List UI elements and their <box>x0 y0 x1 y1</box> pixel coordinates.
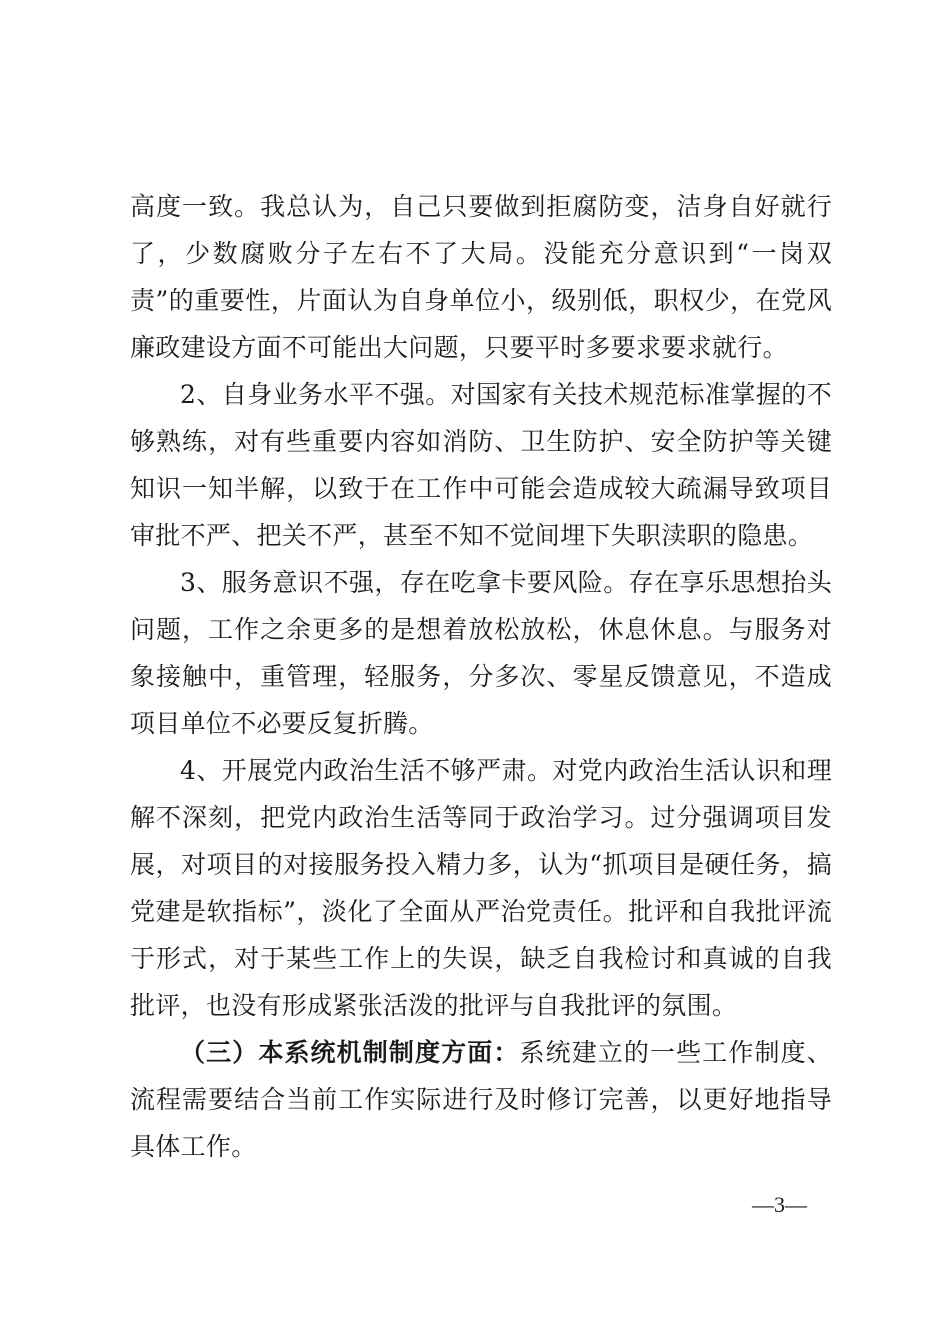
section-heading: （三）本系统机制制度方面： <box>180 1038 520 1067</box>
paragraph-item-2: 2、自身业务水平不强。对国家有关技术规范标准掌握的不够熟练，对有些重要内容如消防、卫生防护、安全防护等关键知识一知半解，以致于在工作中可能会造成较大疏漏导致项目审批不严、把关不严，甚至不知不觉间埋下失职渎职的隐患。 <box>130 380 832 550</box>
paragraph-continuation: 高度一致。我总认为，自己只要做到拒腐防变，洁身自好就行了，少数腐败分子左右不了大局。没能充分意识到“一岗双责”的重要性，片面认为自身单位小，级别低，职权少，在党风廉政建设方面不可能出大问题，只要平时多要求要求就行。 <box>130 192 832 362</box>
body-text <box>130 183 832 1170</box>
section-body: 系统建立的一些工作制度、流程需要结合当前工作实际进行及时修订完善，以更好地指导具体工作。 <box>130 1038 833 1161</box>
paragraph-item-3: 3、服务意识不强，存在吃拿卡要风险。存在享乐思想抬头问题，工作之余更多的是想着放松放松，休息休息。与服务对象接触中，重管理，轻服务，分多次、零星反馈意见，不造成项目单位不必要反复折腾。 <box>130 568 832 738</box>
paragraph-section-3 <box>130 1029 832 1170</box>
paragraph-item-4: 4、开展党内政治生活不够严肃。对党内政治生活认识和理解不深刻，把党内政治生活等同于政治学习。过分强调项目发展，对项目的对接服务投入精力多，认为“抓项目是硬任务，搞党建是软指标”，淡化了全面从严治党责任。批评和自我批评流于形式，对于某些工作上的失误，缺乏自我检讨和真诚的自我批评，也没有形成紧张活泼的批评与自我批评的氛围。 <box>130 756 832 1020</box>
page-number: —3— <box>752 1192 807 1217</box>
